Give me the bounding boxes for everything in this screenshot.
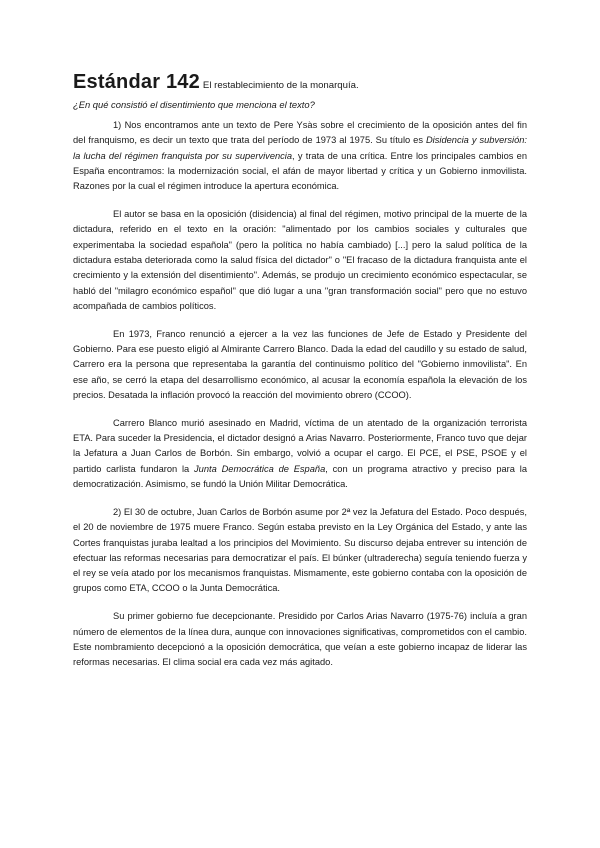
title-line: [73, 71, 533, 97]
book-title: Disidencia y subversión: la lucha del régimen franquista por su supervivencia: [73, 135, 528, 161]
paragraph-3: En 1973, Franco renunció a ejercer a la vez las funciones de Jefe de Estado y Presidente del Gobierno. Para ese puesto eligió al Almirante Carrero Blanco. Dada la edad del caudillo y su estado de salud, Carrero era la persona que representaba la garantía del continuismo político del "Gobierno inmovilista". En ese año, se cerró la etapa del desarrollismo económico, al acusar la economía española la elevación de los precios. Desatada la inflación provocó la reacción del movimiento obrero (CCOO).: [73, 328, 527, 400]
paragraph-4: Carrero Blanco murió asesinado en Madrid, víctima de un atentado de la organización terrorista ETA. Para suceder la Presidencia, el dictador designó a Arias Navarro. Posteriormente, Franco tuvo que dejar la Jefatura a Juan Carlos de Borbón. Sin embargo, volvió a ocupar el cargo. El PCE, el PSE, PSOE y el partido carlista fundaron la Junta Democrática de España, con un programa atractivo y preciso para la democratización. Asimismo, se fundó la Unión Militar Democrática.: [73, 417, 527, 490]
header: [73, 71, 533, 111]
paragraph-1: 1) Nos encontramos ante un texto de Pere Ysàs sobre el crecimiento de la oposición antes del fin del franquismo, es decir un texto que trata del período de 1973 al 1975. Su título es Disidencia y subversión: la lucha del régimen franquista por su supervivencia, y trata de una crítica. Entre los principales cambios en España encontramos: la modernización social, el afán de mayor libertad y crítica y un Gobierno inmovilista. Razones por la cual el régimen introduce la apertura económica.: [73, 120, 528, 192]
paragraph-6: Su primer gobierno fue decepcionante. Presidido por Carlos Arias Navarro (1975-76) incluía a gran número de elementos de la línea dura, aunque con innovaciones significativas, comprometidos con el cambio. Este nombramiento decepcionó a la oposición democrática, que veían a este gobierno incapaz de liderar las reformas necesarias. El clima social era cada vez más agitado.: [73, 611, 527, 668]
paragraph-5: 2) El 30 de octubre, Juan Carlos de Borbón asume por 2ª vez la Jefatura del Estado. Poco después, el 20 de noviembre de 1975 muere Franco. Según estaba previsto en la Ley Orgánica del Estado, y ante las Cortes franquistas juraba lealtad a los principios del Movimiento. Su discurso dejaba entrever su intención de efectuar las reformas necesarias para democratizar el país. El búnker (ultraderecha) seguía teniendo fuerza y el rey se veía atado por los mecanismos franquistas. Mismamente, este gobierno contaba con la oposición de grupos como ETA, CCOO o la Junta Democrática.: [73, 506, 527, 594]
guiding-question: ¿En qué consistió el disentimiento que menciona el texto?: [73, 99, 315, 110]
page-subtitle: El restablecimiento de la monarquía.: [202, 80, 359, 91]
junta-name: Junta Democrática de España: [194, 463, 326, 474]
document-body: [73, 118, 527, 683]
paragraph-2: El autor se basa en la oposición (disidencia) al final del régimen, motivo principal de la muerte de la dictadura, referido en el texto en la oración: "alimentado por los cambios sociales y culturales que experimentaba la sociedad española" (pero la política no había cambiado) [...] pero la salud política de la dictadura estaba deteriorada como la salud física del dictador" o "El fracaso de la dictadura franquista ante el crecimiento y la extensión del disentimiento". Además, se produjo un crecimiento económico espectacular, se habló del "milagro económico español" que dió lugar a una "gran transformación social" pero que no estuvo acompañada de cambios políticos.: [73, 209, 527, 311]
page-title: Estándar 142: [73, 71, 200, 93]
